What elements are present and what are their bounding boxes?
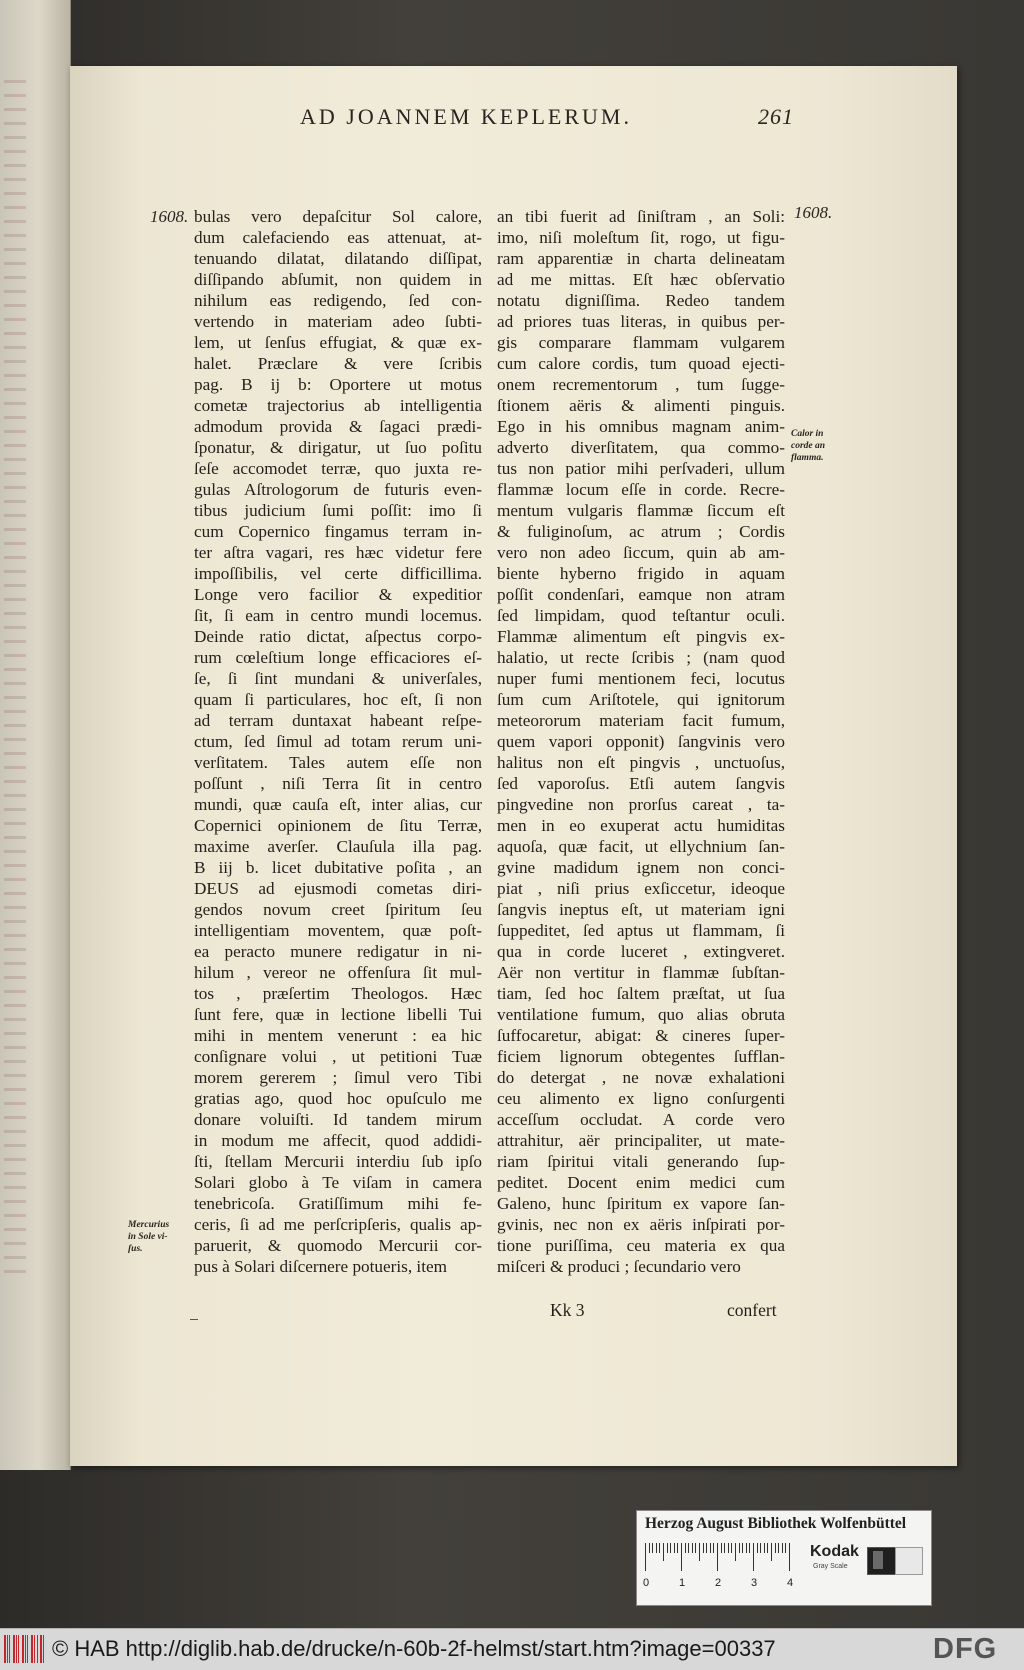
- ruler-tick: [681, 1543, 682, 1571]
- logo-bar: [31, 1635, 33, 1663]
- text-line: poſſit condenſari, eamque non atram: [497, 585, 785, 604]
- ruler-tick: [713, 1543, 714, 1553]
- text-line: tos , præſertim Theologos. Hæc: [194, 984, 482, 1003]
- right-text-column: [497, 206, 785, 1277]
- text-line: poſſunt , niſi Terra ſit in centro: [194, 774, 482, 793]
- ruler-tick: [739, 1543, 740, 1553]
- ruler-tick: [695, 1543, 696, 1553]
- text-line: Galeno, hunc ſpiritum ex vapore ſan-: [497, 1194, 785, 1213]
- text-line: ſtionem aëris & alimenti pinguis.: [497, 396, 785, 415]
- text-line: ad me mittas. Eſt hæc obſervatio: [497, 270, 785, 289]
- text-line: tibus judicium ſumi poſſit: imo ſi: [194, 501, 482, 520]
- source-url[interactable]: © HAB http://diglib.hab.de/drucke/n-60b-2f-helmst/start.htm?image=00337: [52, 1636, 776, 1661]
- text-line: nihilum eas redigendo, ſed con-: [194, 291, 482, 310]
- text-line: ſti, ſtellam Mercurii interdiu ſub ipſo: [194, 1152, 482, 1171]
- text-line: conſignare volui , ut petitioni Tuæ: [194, 1047, 482, 1066]
- logo-bar: [22, 1635, 24, 1663]
- text-line: lem, ut ſenſus effugiat, & quæ ex-: [194, 333, 482, 352]
- text-line: ſe, ſi ſint mundani & univerſales,: [194, 669, 482, 688]
- text-line: & fuliginoſum, ac atrum ; Cordis: [497, 522, 785, 541]
- signature-mark: Kk 3: [550, 1300, 585, 1320]
- note-line: Calor in: [791, 429, 824, 439]
- logo-bar: [4, 1635, 6, 1663]
- text-line: in modum me affecit, quod addidi-: [194, 1131, 482, 1150]
- text-line: ſit, ſi eam in centro mundi locemus.: [194, 606, 482, 625]
- ruler-tick: [767, 1543, 768, 1553]
- ruler-tick: [742, 1543, 743, 1553]
- text-line: ſed limpidam, quod teſtantur oculi.: [497, 606, 785, 625]
- text-line: DEUS ad ejusmodi cometas diri-: [194, 879, 482, 898]
- text-line: notatu digniſſima. Redeo tandem: [497, 291, 785, 310]
- text-line: mentum vulgaris flammæ ſiccum eſt: [497, 501, 785, 520]
- catchword: confert: [727, 1300, 777, 1320]
- text-line: peditet. Docent enim medici cum: [497, 1173, 785, 1192]
- page-mark: [190, 1319, 198, 1320]
- ruler-tick: [746, 1543, 747, 1553]
- color-calibration-card: [636, 1510, 932, 1606]
- text-line: pingvedine non prorſus careat , ta-: [497, 795, 785, 814]
- text-line: ceris, ſi ad me perſcripſeris, qualis ap-: [194, 1215, 482, 1234]
- text-line: gulas Aſtrologorum de futuris even-: [194, 480, 482, 499]
- previous-page-edge: [0, 0, 71, 1470]
- text-line: mundi, quæ cauſa eſt, inter alias, cur: [194, 795, 482, 814]
- text-line: cometæ trajectorius ab intelligentia: [194, 396, 482, 415]
- text-line: tenuando dilatat, dilatando diſſipat,: [194, 249, 482, 268]
- ruler-tick: [699, 1543, 700, 1561]
- text-line: tione puriſſima, ceu materia ex qua: [497, 1236, 785, 1255]
- text-line: gendos novum creet ſpiritum ſeu: [194, 900, 482, 919]
- ruler-tick: [692, 1543, 693, 1553]
- text-line: Longe vero facilior & expeditior: [194, 585, 482, 604]
- dfg-logo: DFG: [933, 1633, 998, 1665]
- text-line: ſponatur, & dirigatur, ut ſuo poſitu: [194, 438, 482, 457]
- text-line: aquoſa, quæ facit, ut ellychnium ſan-: [497, 837, 785, 856]
- left-text-column: [194, 206, 482, 1277]
- ruler-number: 1: [679, 1577, 686, 1589]
- note-line: in Sole vi-: [128, 1232, 168, 1242]
- ruler-tick: [789, 1543, 790, 1571]
- text-line: qua in corde luceret , extingveret.: [497, 942, 785, 961]
- text-line: ſeſe accomodet terræ, quo juxta re-: [194, 459, 482, 478]
- text-line: attrahitur, aër principaliter, ut mate-: [497, 1131, 785, 1150]
- text-line: pus à Solari diſcernere potueris, item: [194, 1257, 447, 1276]
- logo-bar: [40, 1635, 42, 1663]
- text-line: onem recrementorum , tum ſugge-: [497, 375, 785, 394]
- text-line: Solari globo à Te viſam in camera: [194, 1173, 482, 1192]
- gray-swatch: [873, 1551, 883, 1569]
- ruler-tick: [753, 1543, 754, 1571]
- ruler-tick: [778, 1543, 779, 1553]
- text-line: ventilatione fumum, quo alias obruta: [497, 1005, 785, 1024]
- text-line: quem vapori opponit) ſangvinis vero: [497, 732, 785, 751]
- ruler-tick: [785, 1543, 786, 1553]
- ruler-tick: [710, 1543, 711, 1553]
- ink-bleed: [4, 80, 26, 1280]
- ruler-tick: [685, 1543, 686, 1553]
- ruler-tick: [764, 1543, 765, 1553]
- text-line: morem gererem ; ſimul vero Tibi: [194, 1068, 482, 1087]
- ruler-tick: [771, 1543, 772, 1561]
- text-line: acceſſum occludat. A corde vero: [497, 1110, 785, 1129]
- measure-ruler: [641, 1543, 801, 1581]
- ruler-tick: [656, 1543, 657, 1553]
- text-line: halet. Præclare & vere ſcribis: [194, 354, 482, 373]
- text-line: cum Copernico fingamus terram in-: [194, 522, 482, 541]
- header-title: AD JOANNEM KEPLERUM.: [300, 104, 632, 129]
- logo-bar: [34, 1635, 35, 1663]
- text-line: gratias ago, quod hoc opuſculo me: [194, 1089, 482, 1108]
- text-line: diſſipando abſumit, non quidem in: [194, 270, 482, 289]
- text-line: nuper fumi mentionem feci, locutus: [497, 669, 785, 688]
- ruler-tick: [677, 1543, 678, 1553]
- ruler-tick: [688, 1543, 689, 1553]
- text-line: Aër non vertitur in flammæ ſubſtan-: [497, 963, 785, 982]
- text-line: paruerit, & quomodo Mercurii cor-: [194, 1236, 482, 1255]
- text-line: tus non patior mihi perſvaderi, ullum: [497, 459, 785, 478]
- text-line: ter aſtra vagari, res hæc videtur fere: [194, 543, 482, 562]
- kodak-logo: Kodak: [810, 1543, 859, 1560]
- marginal-note-left: [128, 1219, 169, 1255]
- ruler-tick: [649, 1543, 650, 1553]
- year-right: 1608.: [794, 203, 833, 222]
- text-line: halitus non eſt pingvis , unctuoſus,: [497, 753, 785, 772]
- ruler-tick: [735, 1543, 736, 1561]
- note-line: Mercurius: [128, 1220, 170, 1230]
- ruler-tick: [663, 1543, 664, 1561]
- ruler-tick: [674, 1543, 675, 1553]
- text-line: maxime averſer. Clauſula illa pag.: [194, 837, 482, 856]
- ruler-tick: [703, 1543, 704, 1553]
- text-line: do detergat , ne novæ exhalationi: [497, 1068, 785, 1087]
- text-line: bulas vero depaſcitur Sol calore,: [194, 207, 482, 226]
- ruler-tick: [724, 1543, 725, 1553]
- logo-bar: [37, 1635, 38, 1663]
- ruler-tick: [760, 1543, 761, 1553]
- text-line: meteororum materiam facit fumum,: [497, 711, 785, 730]
- logo-bar: [7, 1635, 8, 1663]
- library-name: Herzog August Bibliothek Wolfenbüttel: [645, 1515, 907, 1532]
- text-line: gvinis, nec non ex aëris inſpirati por-: [497, 1215, 785, 1234]
- logo-bar: [18, 1635, 19, 1663]
- text-line: admodum provida & ſagaci prædi-: [194, 417, 482, 436]
- text-line: ſuffocaretur, abigat: & cineres ſuper-: [497, 1026, 785, 1045]
- text-line: gvine madidum ignem non conci-: [497, 858, 785, 877]
- ruler-tick: [782, 1543, 783, 1553]
- text-line: vertendo in materiam adeo ſubti-: [194, 312, 482, 331]
- logo-bar: [43, 1635, 44, 1663]
- text-line: Deinde ratio dictat, aſpectus corpo-: [194, 627, 482, 646]
- text-line: ficiem lignorum obtegentes ſufflan-: [497, 1047, 785, 1066]
- text-line: ea peracto munere redigatur in ni-: [194, 942, 482, 961]
- text-line: ſed vaporoſus. Etſi autem ſangvis: [497, 774, 785, 793]
- ruler-number: 2: [715, 1577, 722, 1589]
- text-line: imo, niſi moleſtum ſit, rogo, ut figu-: [497, 228, 785, 247]
- text-line: ctum, ſed ſimul ad totam rerum uni-: [194, 732, 482, 751]
- text-line: pag. B ij b: Oportere ut motus: [194, 375, 482, 394]
- text-line: biente hyberno frigido in aquam: [497, 564, 785, 583]
- text-line: rum cœleſtium longe efficaciores eſ-: [194, 648, 482, 667]
- ruler-tick: [667, 1543, 668, 1553]
- text-line: verſitatem. Tales autem eſſe non: [194, 753, 482, 772]
- marginal-note-right: [791, 428, 825, 464]
- text-line: piat , niſi prius exſiccetur, ideoque: [497, 879, 785, 898]
- text-line: mihi in mentem venerunt : ea hic: [194, 1026, 482, 1045]
- gray-scale-label: Gray Scale: [813, 1563, 848, 1570]
- text-line: Copernici opinionem de ſitu Terræ,: [194, 816, 482, 835]
- logo-bar: [27, 1635, 28, 1663]
- note-line: corde an: [791, 441, 826, 451]
- text-line: tenebricoſa. Gratiſſimum mihi fe-: [194, 1194, 482, 1213]
- year-left: 1608.: [150, 207, 189, 226]
- logo-bar: [13, 1635, 15, 1663]
- ruler-tick: [659, 1543, 660, 1553]
- logo-bar: [9, 1635, 10, 1663]
- text-line: men in eo exuperat actu humiditas: [497, 816, 785, 835]
- ruler-tick: [717, 1543, 718, 1571]
- ruler-number: 4: [787, 1577, 794, 1589]
- text-line: B iij b. licet dubitative poſita , an: [194, 858, 482, 877]
- footer-bar: [0, 1628, 1024, 1670]
- text-line: ſunt fere, quæ in lectione libelli Tui: [194, 1005, 482, 1024]
- text-line: ſum cum Ariſtotele, qui ignitorum: [497, 690, 785, 709]
- ruler-tick: [645, 1543, 646, 1571]
- text-line: ſuppeditet, ſed aptus ut flammam, ſi: [497, 921, 785, 940]
- text-line: miſceri & produci ; ſecundario vero: [497, 1257, 741, 1276]
- text-line: Ego in his omnibus magnam anim-: [497, 417, 785, 436]
- ruler-number: 0: [643, 1577, 650, 1589]
- text-line: an tibi fuerit ad ſiniſtram , an Soli:: [497, 207, 785, 226]
- ruler-numbers: [641, 1577, 801, 1595]
- ruler-number: 3: [751, 1577, 758, 1589]
- text-line: dum calefaciendo eas attenuat, at-: [194, 228, 482, 247]
- text-line: quam ſi particulares, hoc eſt, ſi non: [194, 690, 482, 709]
- text-line: vero non adeo ſiccum, quin ab am-: [497, 543, 785, 562]
- text-line: gis comparare flammam vulgarem: [497, 333, 785, 352]
- text-line: flammæ locum eſſe in corde. Recre-: [497, 480, 785, 499]
- text-line: riam ſpiritui vitali generando ſup-: [497, 1152, 785, 1171]
- ruler-tick: [749, 1543, 750, 1553]
- note-line: ſus.: [128, 1244, 143, 1254]
- text-line: donare voluiſti. Id tandem mirum: [194, 1110, 482, 1129]
- text-line: ceu alimento ex ligno conſurgenti: [497, 1089, 785, 1108]
- text-line: ad terram duntaxat habeant reſpe-: [194, 711, 482, 730]
- ruler-tick: [757, 1543, 758, 1553]
- ruler-tick: [652, 1543, 653, 1553]
- text-line: ſangvis ineptus eſt, ut materiam igni: [497, 900, 785, 919]
- text-line: tiam, ſed hoc ſaltem præſtat, ut ſua: [497, 984, 785, 1003]
- text-line: Flammæ alimentum eſt pingvis ex-: [497, 627, 785, 646]
- ruler-tick: [775, 1543, 776, 1553]
- text-line: cum calore cordis, tum quoad ejecti-: [497, 354, 785, 373]
- logo-bar: [16, 1635, 17, 1663]
- text-line: hilum , vereor ne offenſura ſit mul-: [194, 963, 482, 982]
- text-line: impoſſibilis, vel certe difficillima.: [194, 564, 482, 583]
- ruler-tick: [706, 1543, 707, 1553]
- hab-logo-icon: [4, 1635, 46, 1663]
- ruler-tick: [721, 1543, 722, 1553]
- text-line: ram apparentiæ in charta delineatam: [497, 249, 785, 268]
- white-swatch: [895, 1547, 923, 1575]
- text-line: halatio, ut recte ſcribis ; (nam quod: [497, 648, 785, 667]
- ruler-tick: [728, 1543, 729, 1553]
- logo-bar: [25, 1635, 26, 1663]
- text-line: ad priores tuas literas, in quibus per-: [497, 312, 785, 331]
- text-line: adverto diverſitatem, qua commo-: [497, 438, 785, 457]
- page-number: 261: [758, 104, 794, 129]
- ruler-tick: [670, 1543, 671, 1553]
- text-line: intelligentiam moventem, quæ poſt-: [194, 921, 482, 940]
- ruler-tick: [731, 1543, 732, 1553]
- note-line: flamma.: [791, 453, 824, 463]
